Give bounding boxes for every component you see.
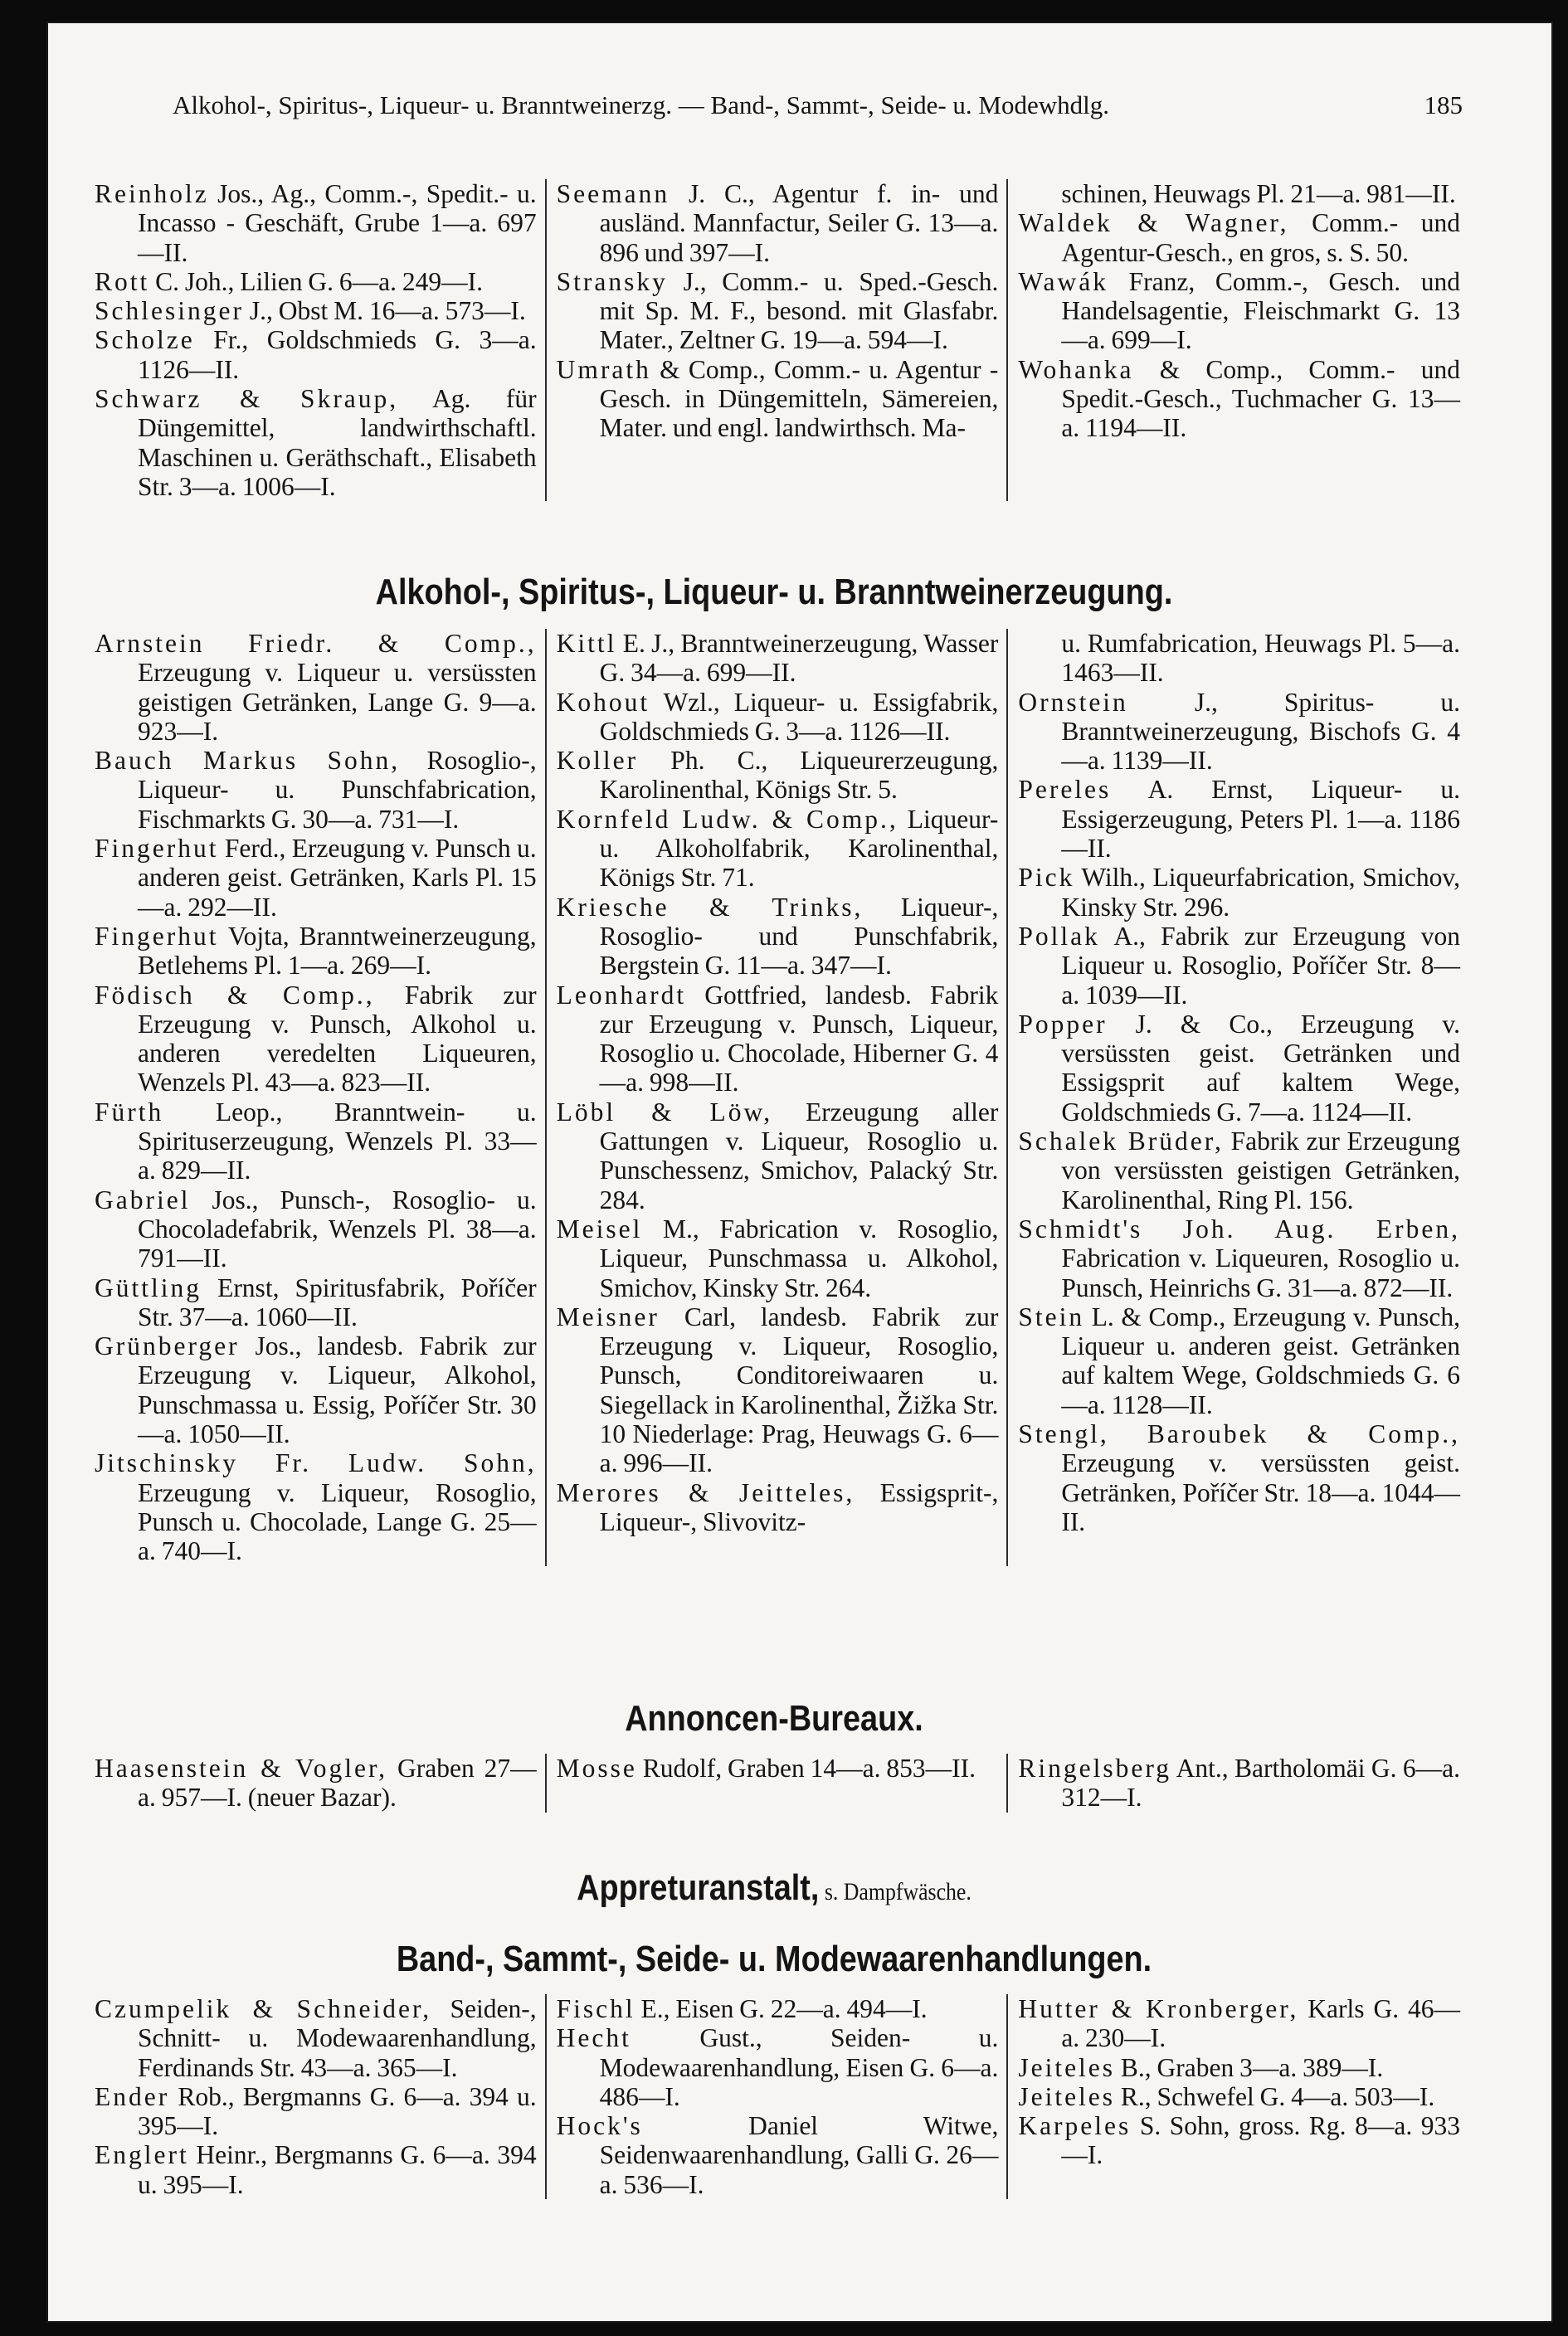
entry-name: Pollak [1018, 921, 1100, 951]
entry-details: Vojta, Branntweinerzeugung, Betlehems Pl. 1—a. 269—I. [138, 921, 537, 981]
entry-name: Stransky [556, 266, 668, 296]
entry-details: E., Eisen G. 22—a. 494—I. [635, 1994, 928, 2023]
entry-details: Ant., Bartholomäi G. 6—a. 312—I. [1061, 1754, 1460, 1813]
entry-name: Mosse [556, 1754, 637, 1783]
section-annoncen [81, 1754, 1467, 1813]
entry-details: Wilh., Liqueurfabrication, Smichov, Kinsky Str. 296. [1061, 863, 1460, 922]
entry-name: Grünberger [95, 1331, 240, 1361]
directory-entry [95, 1097, 537, 1185]
directory-entry [95, 384, 537, 501]
entry-details: Erzeugung v. Liqueur u. versüssten geistigen Getränken, Lange G. 9—a. 923—I. [138, 658, 537, 746]
entry-details: J. C., Agentur f. in- und ausländ. Mannfactur, Seiler G. 13—a. 896 und 397—I. [599, 179, 999, 267]
entry-name: Stein [1018, 1302, 1085, 1331]
entry-details: Jos., landesb. Fabrik zur Erzeugung v. Liqueur, Alkohol, Punschmassa u. Essig, Poříčer Str. 30—a. 1050—II. [138, 1331, 537, 1449]
directory-entry [557, 1478, 999, 1537]
column-middle [543, 1994, 1006, 2199]
entry-details: Essigsprit-, Liqueur-, Slivovitz- [599, 1477, 999, 1536]
entry-details: Karls G. 46—a. 230—I. [1061, 1994, 1460, 2053]
running-head-title: Alkohol-, Spiritus-, Liqueur- u. Branntweinerzg. — Band-, Sammt-, Seide- u. Modewhdlg. [173, 90, 1109, 119]
entry-details: Erzeugung v. Liqueur, Rosoglio, Punsch u. Chocolade, Lange G. 25—a. 740—I. [138, 1477, 537, 1566]
entry-details: Rosoglio-, Liqueur- u. Punschfabrication, Fischmarkts G. 30—a. 731—I. [138, 746, 537, 834]
directory-entry [95, 296, 537, 325]
directory-entry [95, 746, 537, 834]
entry-details: Erzeugung aller Gattungen v. Liqueur, Rosoglio u. Punschessenz, Smichov, Palacký Str. 284. [599, 1097, 999, 1214]
entry-details: Erzeugung v. versüssten geist. Getränken, Poříčer Str. 18—a. 1044—II. [1061, 1448, 1460, 1536]
page-number: 185 [1424, 90, 1463, 119]
entry-details: J., Obst M. 16—a. 573—I. [243, 296, 526, 326]
section-heading-annoncen: Annoncen-Bureaux. [625, 1698, 923, 1739]
entry-name: Pereles [1018, 775, 1112, 805]
directory-entry [557, 981, 999, 1097]
entry-details: Heinr., Bergmanns G. 6—a. 394 u. 395—I. [138, 2140, 537, 2199]
directory-entry [557, 1097, 999, 1214]
column-left [81, 1754, 543, 1813]
entry-details: R., Schwefel G. 4—a. 503—I. [1115, 2081, 1435, 2111]
entry-details: Franz, Comm.-, Gesch. und Handelsagentie, Fleischmarkt G. 13—a. 699—I. [1061, 266, 1460, 355]
entry-name: Kohout [556, 687, 650, 717]
running-head [173, 90, 1463, 120]
directory-entry [95, 1448, 537, 1565]
entry-name: Meisel [556, 1214, 643, 1243]
entry-name: Czumpelik & Schneider, [95, 1994, 432, 2023]
entry-name: Hecht [556, 2023, 631, 2053]
entry-details: Graben 27—a. 957—I. (neuer Bazar). [138, 1754, 537, 1813]
directory-entry [557, 688, 999, 747]
entry-details: Liqueur-, Rosoglio- und Punschfabrik, Bergstein G. 11—a. 347—I. [599, 892, 999, 981]
entry-details: J., Spiritus- u. Branntweinerzeugung, Bischofs G. 4—a. 1139—II. [1061, 687, 1460, 776]
entry-details: Rob., Bergmanns G. 6—a. 394 u. 395—I. [138, 2081, 537, 2141]
directory-entry [95, 325, 537, 384]
entry-name: Seemann [556, 179, 670, 208]
section-heading-appretur [178, 1867, 1370, 1908]
entry-name: Waldek & Wagner, [1018, 208, 1289, 238]
section-top-continuation [81, 179, 1467, 501]
entry-name: Merores & Jeitteles, [556, 1477, 855, 1507]
column-left [81, 179, 543, 501]
entry-name: Fürth [95, 1097, 164, 1127]
directory-entry [557, 1994, 999, 2023]
entry-details: B., Graben 3—a. 389—I. [1115, 2052, 1384, 2082]
entry-details: A., Fabrik zur Erzeugung von Liqueur u. Rosoglio, Poříčer Str. 8—a. 1039—II. [1061, 921, 1460, 1010]
entry-name: Bauch Markus Sohn, [95, 746, 401, 776]
directory-entry [95, 267, 537, 296]
entry-details: Daniel Witwe, Seidenwaarenhandlung, Galli G. 26—a. 536—I. [599, 2111, 999, 2199]
entry-name: Wawák [1018, 266, 1108, 296]
appretur-reference: s. Dampfwäsche. [819, 1878, 971, 1905]
entry-name: Wohanka [1018, 354, 1134, 384]
entry-details: Fabrik zur Erzeugung v. Punsch, Alkohol u. anderen veredelten Liqueuren, Wenzels Pl. 43—a. 823—II. [138, 980, 537, 1097]
entry-details: Seiden-, Schnitt- u. Modewaarenhandlung, Ferdinands Str. 43—a. 365—I. [138, 1994, 537, 2082]
directory-entry [95, 1185, 537, 1273]
entry-details: Comm.- und Agentur-Gesch., en gros, s. S. 50. [1061, 208, 1460, 267]
directory-entry [557, 893, 999, 981]
directory-entry [95, 1994, 537, 2082]
directory-entry [557, 805, 999, 893]
directory-entry [557, 2023, 999, 2111]
directory-entry [557, 2111, 999, 2199]
entry-name: Scholze [95, 325, 195, 355]
column-right [1005, 629, 1467, 1566]
entry-name: Reinholz [95, 179, 209, 208]
entry-name: Kornfeld Ludw. & Comp., [556, 804, 898, 834]
entry-name: Leonhardt [556, 980, 687, 1010]
section-alkohol [81, 629, 1467, 1566]
directory-page [48, 23, 1551, 2321]
entry-name: Schwarz & Skraup, [95, 384, 399, 414]
entry-name: Fischl [556, 1994, 635, 2023]
appretur-title: Appreturanstalt, [577, 1867, 820, 1908]
directory-entry [1018, 688, 1460, 776]
entry-details: C. Joh., Lilien G. 6—a. 249—I. [149, 266, 483, 296]
directory-entry [1018, 629, 1460, 688]
entry-details: Fr., Goldschmieds G. 3—a. 1126—II. [138, 325, 537, 384]
directory-entry [557, 1754, 999, 1783]
entry-details: Gottfried, landesb. Fabrik zur Erzeugung v. Punsch, Liqueur, Rosoglio u. Chocolade, Hiberner G. 4—a. 998—II. [599, 980, 999, 1097]
directory-entry [95, 179, 537, 267]
entry-name: Gabriel [95, 1185, 191, 1214]
entry-details: L. & Comp., Erzeugung v. Punsch, Liqueur u. anderen geist. Getränken auf kaltem Wege, Goldschmieds G. 6—a. 1128—II. [1061, 1302, 1460, 1419]
entry-name: Stengl, Baroubek & Comp., [1018, 1419, 1460, 1449]
entry-details: u. Rumfabrication, Heuwags Pl. 5—a. 1463—II. [1061, 629, 1460, 688]
directory-entry [1018, 179, 1460, 208]
column-middle [543, 629, 1006, 1566]
directory-entry [95, 834, 537, 922]
entry-details: Ferd., Erzeugung v. Punsch u. anderen geist. Getränken, Karls Pl. 15—a. 292—II. [138, 834, 537, 922]
directory-entry [1018, 1419, 1460, 1536]
entry-details: Liqueur- u. Alkoholfabrik, Karolinenthal, Königs Str. 71. [599, 804, 999, 893]
entry-details: Carl, landesb. Fabrik zur Erzeugung v. Liqueur, Rosoglio, Punsch, Conditoreiwaaren u. Siegellack in Karolinenthal, Žižka Str. 10 Niederlage: Prag, Heuwags G. 6—a. 996—II. [599, 1302, 999, 1478]
entry-details: Jos., Ag., Comm.-, Spedit.- u. Incasso - Geschäft, Grube 1—a. 697—II. [138, 179, 537, 267]
section-heading-alkohol: Alkohol-, Spiritus-, Liqueur- u. Branntweinerzeugung. [375, 572, 1173, 612]
entry-name: Födisch & Comp., [95, 980, 375, 1010]
directory-entry [95, 981, 537, 1097]
entry-name: Karpeles [1018, 2111, 1132, 2141]
entry-name: Meisner [556, 1302, 660, 1331]
entry-details: J., Comm.- u. Sped.-Gesch. mit Sp. M. F., besond. mit Glasfabr. Mater., Zeltner G. 19—a. 594—I. [599, 266, 999, 355]
column-right [1005, 1994, 1467, 2199]
directory-entry [557, 179, 999, 267]
entry-details: Ernst, Spiritusfabrik, Poříčer Str. 37—a. 1060—II. [138, 1273, 537, 1331]
directory-entry [1018, 863, 1460, 922]
entry-details: Fabrik zur Erzeugung von versüssten geistigen Getränken, Karolinenthal, Ring Pl. 156. [1061, 1127, 1460, 1214]
entry-name: Arnstein Friedr. & Comp., [95, 629, 537, 658]
column-left [81, 629, 543, 1566]
entry-details: J. & Co., Erzeugung v. versüssten geist. Getränken und Essigsprit auf kaltem Wege, Goldschmieds G. 7—a. 1124—II. [1061, 1009, 1460, 1127]
directory-entry [1018, 922, 1460, 1010]
entry-details: E. J., Branntweinerzeugung, Wasser G. 34—a. 699—II. [599, 629, 999, 688]
entry-name: Jitschinsky Fr. Ludw. Sohn, [95, 1448, 537, 1478]
entry-name: Kriesche & Trinks, [556, 892, 864, 922]
entry-name: Popper [1018, 1009, 1108, 1039]
directory-entry [557, 1302, 999, 1478]
directory-entry [1018, 1127, 1460, 1214]
entry-details: Leop., Branntwein- u. Spirituserzeugung, Wenzels Pl. 33—a. 829—II. [138, 1097, 537, 1185]
entry-name: Ringelsberg [1018, 1754, 1171, 1783]
directory-entry [1018, 267, 1460, 355]
entry-details: S. Sohn, gross. Rg. 8—a. 933—I. [1061, 2111, 1460, 2170]
directory-entry [557, 355, 999, 443]
directory-entry [1018, 2082, 1460, 2111]
entry-name: Haasenstein & Vogler, [95, 1754, 388, 1783]
entry-details: schinen, Heuwags Pl. 21—a. 981—II. [1061, 179, 1456, 208]
directory-entry [557, 267, 999, 355]
entry-details: & Comp., Comm.- u. Agentur - Gesch. in Düngemitteln, Sämereien, Mater. und engl. landwirthsch. Ma- [599, 354, 999, 443]
column-right [1005, 179, 1467, 501]
entry-name: Koller [556, 746, 639, 776]
entry-details: A. Ernst, Liqueur- u. Essigerzeugung, Peters Pl. 1—a. 1186—II. [1061, 775, 1460, 864]
directory-entry [1018, 1302, 1460, 1419]
section-band [81, 1994, 1467, 2199]
directory-entry [1018, 2111, 1460, 2170]
entry-name: Schalek Brüder, [1018, 1127, 1224, 1156]
entry-details: Rudolf, Graben 14—a. 853—II. [636, 1754, 976, 1783]
entry-name: Fingerhut [95, 921, 219, 951]
entry-details: Ph. C., Liqueurerzeugung, Karolinenthal, Königs Str. 5. [599, 746, 999, 805]
entry-details: Gust., Seiden- u. Modewaarenhandlung, Eisen G. 6—a. 486—I. [599, 2023, 999, 2111]
directory-entry [95, 922, 537, 981]
entry-name: Englert [95, 2140, 189, 2170]
column-left [81, 1994, 543, 2199]
entry-name: Ornstein [1018, 687, 1128, 717]
directory-entry [1018, 1754, 1460, 1813]
entry-name: Fingerhut [95, 834, 219, 864]
directory-entry [95, 2082, 537, 2141]
entry-name: Rott [95, 266, 150, 296]
entry-name: Hutter & Kronberger, [1018, 1994, 1299, 2023]
directory-entry [95, 1331, 537, 1448]
directory-entry [557, 629, 999, 688]
directory-entry [557, 746, 999, 805]
directory-entry [95, 2140, 537, 2199]
entry-name: Ender [95, 2081, 170, 2111]
directory-entry [1018, 1994, 1460, 2053]
entry-details: Fabrication v. Liqueuren, Rosoglio u. Punsch, Heinrichs G. 31—a. 872—II. [1061, 1243, 1460, 1302]
entry-name: Hock's [556, 2111, 643, 2141]
directory-entry [1018, 1214, 1460, 1302]
entry-name: Umrath [556, 354, 651, 384]
directory-entry [1018, 355, 1460, 443]
entry-name: Schlesinger [95, 296, 244, 326]
entry-details: Ag. für Düngemittel, landwirthschaftl. Maschinen u. Geräthschaft., Elisabeth Str. 3—a. 1006—I. [138, 384, 537, 501]
entry-name: Schmidt's Joh. Aug. Erben, [1018, 1214, 1460, 1243]
directory-entry [95, 1754, 537, 1813]
directory-entry [95, 629, 537, 746]
directory-entry [1018, 2053, 1460, 2082]
entry-name: Jeiteles [1018, 2052, 1116, 2082]
entry-name: Löbl & Löw, [556, 1097, 773, 1127]
column-middle [543, 1754, 1006, 1813]
entry-details: Jos., Punsch-, Rosoglio- u. Chocoladefabrik, Wenzels Pl. 38—a. 791—II. [138, 1185, 537, 1273]
entry-details: Wzl., Liqueur- u. Essigfabrik, Goldschmieds G. 3—a. 1126—II. [599, 687, 999, 746]
section-heading-band: Band-, Sammt-, Seide- u. Modewaarenhandlungen. [396, 1939, 1152, 1979]
column-right [1005, 1754, 1467, 1813]
entry-details: & Comp., Comm.- und Spedit.-Gesch., Tuchmacher G. 13—a. 1194—II. [1061, 354, 1460, 443]
directory-entry [557, 1214, 999, 1302]
directory-entry [95, 1273, 537, 1332]
entry-name: Jeiteles [1018, 2081, 1116, 2111]
entry-details: M., Fabrication v. Rosoglio, Liqueur, Punschmassa u. Alkohol, Smichov, Kinsky Str. 264. [599, 1214, 999, 1302]
entry-name: Kittl [556, 629, 617, 658]
entry-name: Güttling [95, 1273, 202, 1302]
directory-entry [1018, 775, 1460, 863]
column-middle [543, 179, 1006, 501]
entry-name: Pick [1018, 863, 1075, 893]
directory-entry [1018, 1010, 1460, 1127]
directory-entry [1018, 208, 1460, 267]
